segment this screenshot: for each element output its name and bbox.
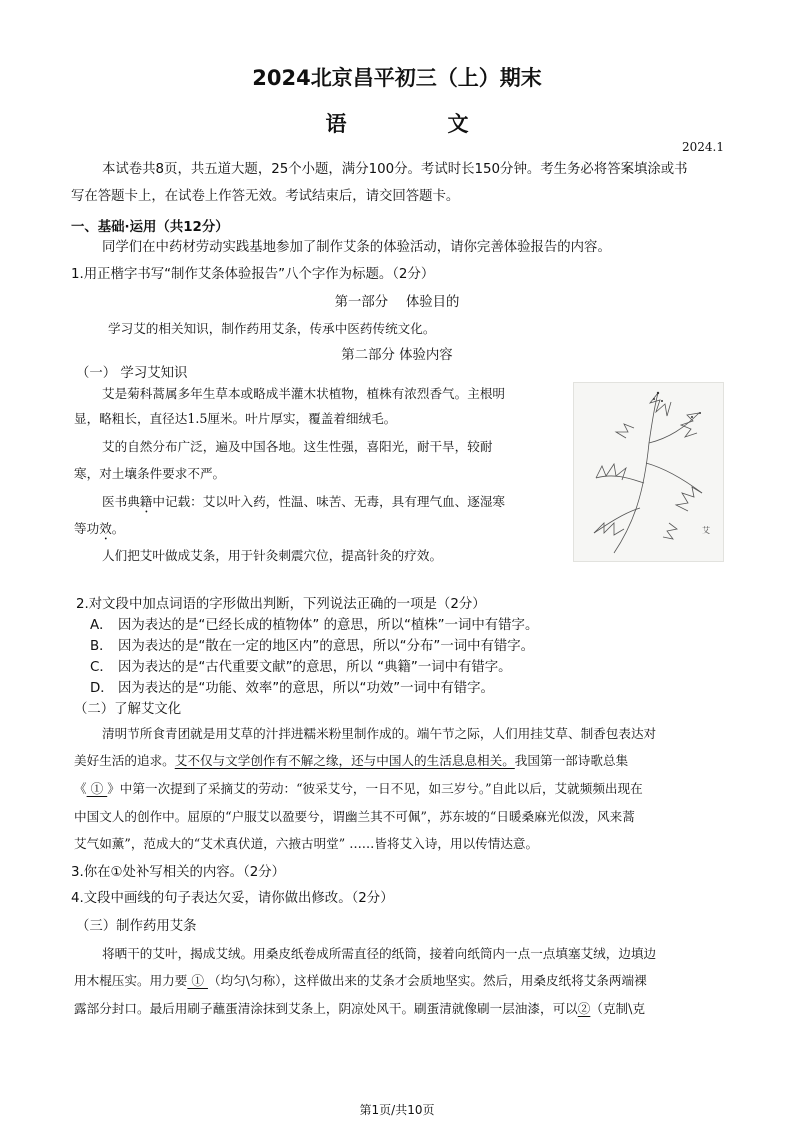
culture-line-4: 中国文人的创作中。屈原的“户服艾以盈要兮，谓幽兰其不可佩”，苏东坡的“日暖桑麻光似泼，风来蒿 [74, 809, 635, 824]
subsection-2-heading: （二）了解艾文化 [74, 702, 182, 717]
svg-text:艾: 艾 [702, 526, 710, 535]
q2-option-d[interactable]: D． 因为表达的是“功能、效率”的意思，所以“功效”一词中有错字。 [90, 681, 494, 696]
question-1: 1.用正楷字书写“制作艾条体验报告”八个字作为标题。（2分） [71, 267, 435, 282]
culture-line-3: 《 ① 》中第一次提到了采摘艾的劳动：“彼采艾兮，一日不见，如三岁兮。”自此以后，艾就频频出现在 [74, 781, 643, 796]
question-4: 4.文段中画线的句子表达欠妥，请你做出修改。（2分） [71, 891, 394, 906]
para-4: 人们把艾叶做成艾条，用于针灸刺震穴位，提高针灸的疗效。 [102, 548, 443, 563]
blank-1[interactable]: ① [86, 781, 108, 796]
para-2-line-1: 艾的自然分布广泛，遍及中国各地。这生性强，喜阳光，耐干旱，较耐 [102, 439, 493, 454]
page-footer: 第1页/共10页 [359, 1103, 435, 1117]
document-title: 2024北京昌平初三（上）期末 [252, 66, 542, 90]
para-2-line-2: 寒，对土壤条件要求不严。 [74, 466, 226, 481]
making-line-2: 用木棍压实。用力要 ① （均匀\匀称），这样做出来的艾条才会质地坚实。然后，用桑皮纸将艾条两端裸 [74, 973, 647, 988]
exam-date: 2024.1 [682, 140, 724, 154]
dotted-char-xiao: 效 [99, 521, 112, 536]
intro-line-2: 写在答题卡上，在试卷上作答无效。考试结束后，请交回答题卡。 [71, 189, 460, 204]
para-3-line-1: 医书典籍中记载：艾以叶入药，性温、味苦、无毒，具有理气血、逐湿寒 [102, 494, 505, 509]
para-1-line-2: 显，略粗长，直径达1.5厘米。叶片厚实，覆盖着细绒毛。 [74, 411, 397, 426]
blank-making-2[interactable]: ② [577, 1001, 591, 1016]
culture-line-1: 清明节所食青团就是用艾草的汁拌进糯米粉里制作成的。端午节之际，人们用挂艾草、制香包表达对 [102, 726, 657, 741]
section-1-context: 同学们在中药材劳动实践基地参加了制作艾条的体验活动，请你完善体验报告的内容。 [102, 240, 611, 255]
section-1-heading: 一、基础·运用（共12分） [71, 220, 229, 235]
blank-making-1[interactable]: ① [187, 973, 208, 988]
report-part-1-text: 学习艾的相关知识，制作药用艾条，传承中医药传统文化。 [108, 321, 436, 336]
q2-option-a[interactable]: A． 因为表达的是“已经长成的植物体” 的意思，所以“植株”一词中有错字。 [90, 618, 539, 633]
q2-option-b[interactable]: B． 因为表达的是“散在一定的地区内”的意思，所以“分布”一词中有错字。 [90, 639, 535, 654]
making-line-3: 露部分封口。最后用刷子蘸蛋清涂抹到艾条上，阴凉处风干。刷蛋清就像刷一层油漆，可以②（克制\克 [74, 1001, 645, 1016]
para-3-line-2: 等功效。 [74, 521, 125, 536]
culture-line-2: 美好生活的追求。艾不仅与文学创作有不解之缘，还与中国人的生活息息相关。我国第一部诗歌总集 [74, 753, 629, 768]
dotted-char-ji: 籍 [139, 494, 153, 509]
subsection-1-heading: （一） 学习艾知识 [76, 366, 188, 381]
intro-line-1: 本试卷共8页，共五道大题，25个小题，满分100分。考试时长150分钟。考生务必将答案填涂或书 [102, 162, 688, 177]
subsection-3-heading: （三）制作药用艾条 [76, 919, 197, 934]
mugwort-illustration [573, 382, 724, 562]
report-part-2-heading: 第二部分 体验内容 [341, 348, 453, 363]
para-1-line-1: 艾是菊科蒿属多年生草本或略成半灌木状植物，植株有浓烈香气。主根明 [102, 386, 505, 401]
making-line-1: 将晒干的艾叶，揭成艾绒。用桑皮纸卷成所需直径的纸筒，接着向纸筒内一点一点填塞艾绒，边填边 [102, 946, 657, 961]
underlined-sentence: 艾不仅与文学创作有不解之缘，还与中国人的生活息息相关。 [174, 753, 515, 768]
report-part-1-heading: 第一部分 体验目的 [334, 295, 460, 310]
culture-line-5: 艾气如薰”，范成大的“艾术真伏道，六掖古明堂” ……皆将艾入诗，用以传情达意。 [74, 836, 539, 851]
question-3: 3.你在①处补写相关的内容。（2分） [71, 865, 286, 880]
question-2-stem: 2.对文段中加点词语的字形做出判断，下列说法正确的一项是（2分） [76, 597, 486, 612]
q2-option-c[interactable]: C． 因为表达的是“古代重要文献”的意思，所以 “典籍”一词中有错字。 [90, 660, 512, 675]
subject-title: 语 文 [325, 112, 509, 136]
